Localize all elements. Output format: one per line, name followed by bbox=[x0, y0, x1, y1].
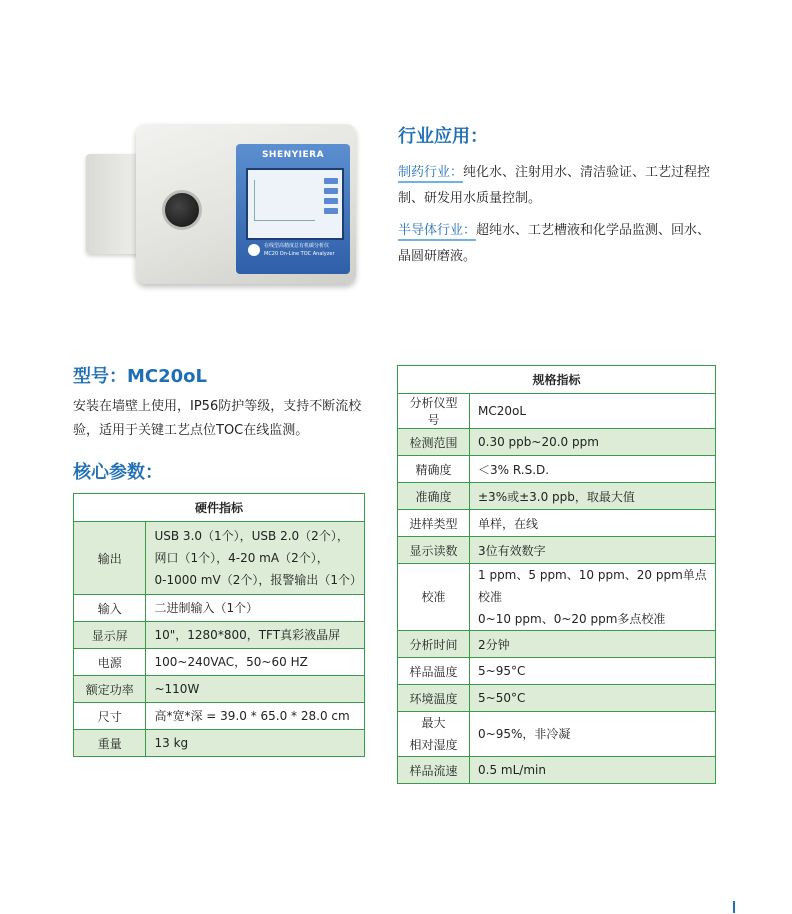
table-row: 准确度 ±3%或±3.0 ppb，取最大值 bbox=[398, 483, 716, 510]
table-row: 重量 13 kg bbox=[74, 730, 365, 757]
core-params-title: 核心参数： bbox=[73, 462, 163, 483]
model-title: 型号：MC20oL bbox=[73, 366, 208, 387]
applications-title: 行业应用： bbox=[398, 126, 488, 147]
touch-screen bbox=[246, 168, 344, 240]
table-row: 检测范围 0.30 ppb~20.0 ppm bbox=[398, 429, 716, 456]
hardware-spec-table bbox=[73, 493, 365, 757]
brand-label: SHENYIERA bbox=[261, 150, 325, 160]
table-row: 输入 二进制输入（1个） bbox=[74, 595, 365, 622]
application-semiconductor: 半导体行业：超纯水、工艺槽液和化学品监测、回水、晶圆研磨液。 bbox=[398, 223, 711, 264]
table-row: 最大 相对湿度 0~95%，非冷凝 bbox=[398, 712, 716, 757]
front-panel bbox=[236, 144, 350, 274]
screen-buttons bbox=[324, 178, 338, 218]
panel-model-text: 在线型高精度总有机碳分析仪 MC20 On-Line TOC Analyzer bbox=[264, 243, 335, 257]
table-row: 额定功率 ~110W bbox=[74, 676, 365, 703]
table-row: 电源 100~240VAC，50~60 HZ bbox=[74, 649, 365, 676]
screen-chart bbox=[254, 180, 315, 221]
table-row: 环境温度 5~50°C bbox=[398, 685, 716, 712]
industry-applications bbox=[398, 122, 718, 276]
table-row: 输出 USB 3.0（1个），USB 2.0（2个）， 网口（1个），4-20 mA（2个）， 0-1000 mV（2个），报警输出（1个） bbox=[74, 522, 365, 595]
table-header: 规格指标 bbox=[398, 366, 716, 394]
page-marker bbox=[733, 901, 735, 913]
logo-icon bbox=[248, 244, 260, 256]
table-row: 显示读数 3位有效数字 bbox=[398, 537, 716, 564]
table-row: 校准 1 ppm、5 ppm、10 ppm、20 ppm单点校准 0~10 ppm、0~20 ppm多点校准 bbox=[398, 564, 716, 631]
door-knob bbox=[162, 190, 202, 230]
table-row: 分析仪型号 MC20oL bbox=[398, 394, 716, 429]
application-tag: 制药行业： bbox=[398, 165, 463, 183]
application-pharma: 制药行业：纯化水、注射用水、清洁验证、工艺过程控制、研发用水质量控制。 bbox=[398, 165, 711, 206]
table-row: 样品温度 5~95°C bbox=[398, 658, 716, 685]
table-row: 精确度 ＜3% R.S.D. bbox=[398, 456, 716, 483]
table-row: 分析时间 2分钟 bbox=[398, 631, 716, 658]
table-row: 尺寸 高*宽*深 = 39.0 * 65.0 * 28.0 cm bbox=[74, 703, 365, 730]
application-tag: 半导体行业： bbox=[398, 223, 476, 241]
table-header: 硬件指标 bbox=[74, 494, 365, 522]
specification-table bbox=[397, 365, 716, 784]
product-image bbox=[86, 116, 371, 291]
table-row: 显示屏 10"，1280*800，TFT真彩液晶屏 bbox=[74, 622, 365, 649]
table-row: 样品流速 0.5 mL/min bbox=[398, 757, 716, 784]
table-row: 进样类型 单样，在线 bbox=[398, 510, 716, 537]
model-description: 安装在墙壁上使用，IP56防护等级，支持不断流校验，适用于关键工艺点位TOC在线监测。 bbox=[73, 399, 362, 438]
